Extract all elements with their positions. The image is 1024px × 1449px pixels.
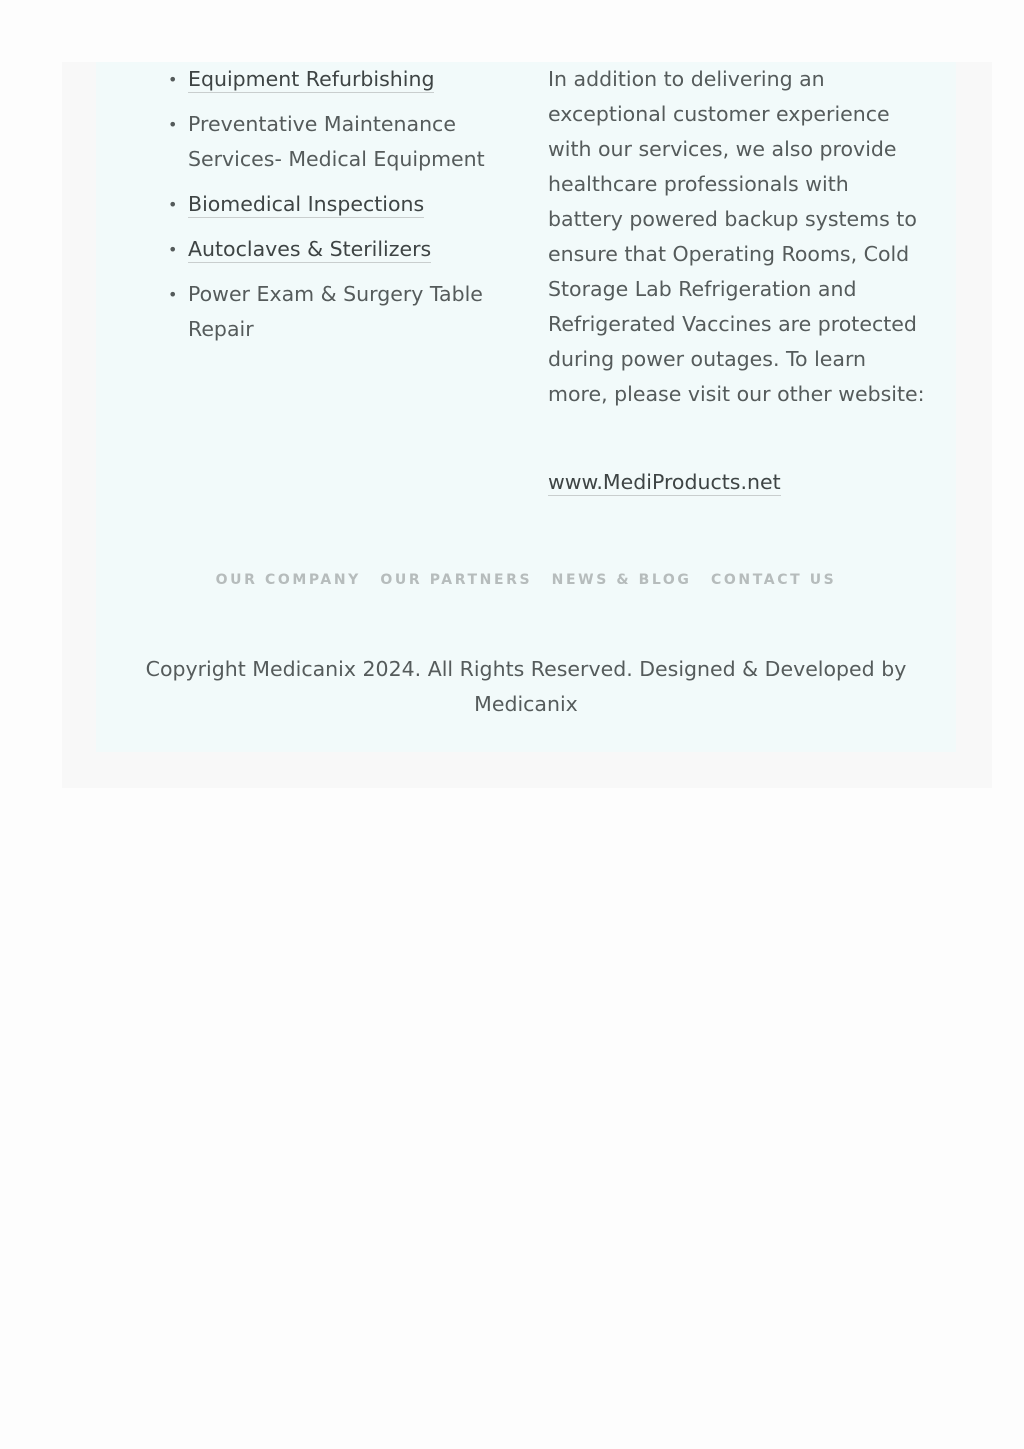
bullet-icon: • [168,285,178,304]
bullet-icon: • [168,115,178,134]
footer-nav-our-partners[interactable]: OUR PARTNERS [380,572,533,588]
external-site [548,465,781,500]
footer-section [62,62,992,788]
mediproducts-link[interactable]: www.MediProducts.net [548,470,781,494]
footer-nav-news-blog[interactable]: NEWS & BLOG [551,572,692,588]
service-link-equipment-refurbishing[interactable]: Equipment Refurbishing [188,67,435,91]
bullet-icon: • [168,70,178,89]
footer-panel [96,62,956,752]
service-link-autoclaves-sterilizers[interactable]: Autoclaves & Sterilizers [188,237,432,261]
list-item [164,232,524,267]
bullet-icon: • [168,240,178,259]
copyright-text: Copyright Medicanix 2024. All Rights Reserved. Designed & Developed by Medicanix [145,657,907,716]
service-label-power-exam-table-repair: Power Exam & Surgery Table Repair [188,282,483,341]
list-item [164,107,524,177]
about-paragraph: In addition to delivering an exceptional customer experience with our services, we also provide healthcare professionals with battery powered backup systems to ensure that Operating Rooms, Cold Storage Lab Refrigeration and Refrigerated Vaccines are protected during power outages. To learn more, please visit our other website: [548,67,925,406]
footer-nav-our-company[interactable]: OUR COMPANY [215,572,361,588]
footer-nav-contact-us[interactable]: CONTACT US [711,572,837,588]
service-label-preventative-maintenance: Preventative Maintenance Services- Medical Equipment [188,112,485,171]
footer-nav [96,572,956,588]
bullet-icon: • [168,195,178,214]
services-list [164,62,524,357]
service-link-biomedical-inspections[interactable]: Biomedical Inspections [188,192,425,216]
list-item [164,62,524,97]
list-item [164,187,524,222]
list-item [164,277,524,347]
